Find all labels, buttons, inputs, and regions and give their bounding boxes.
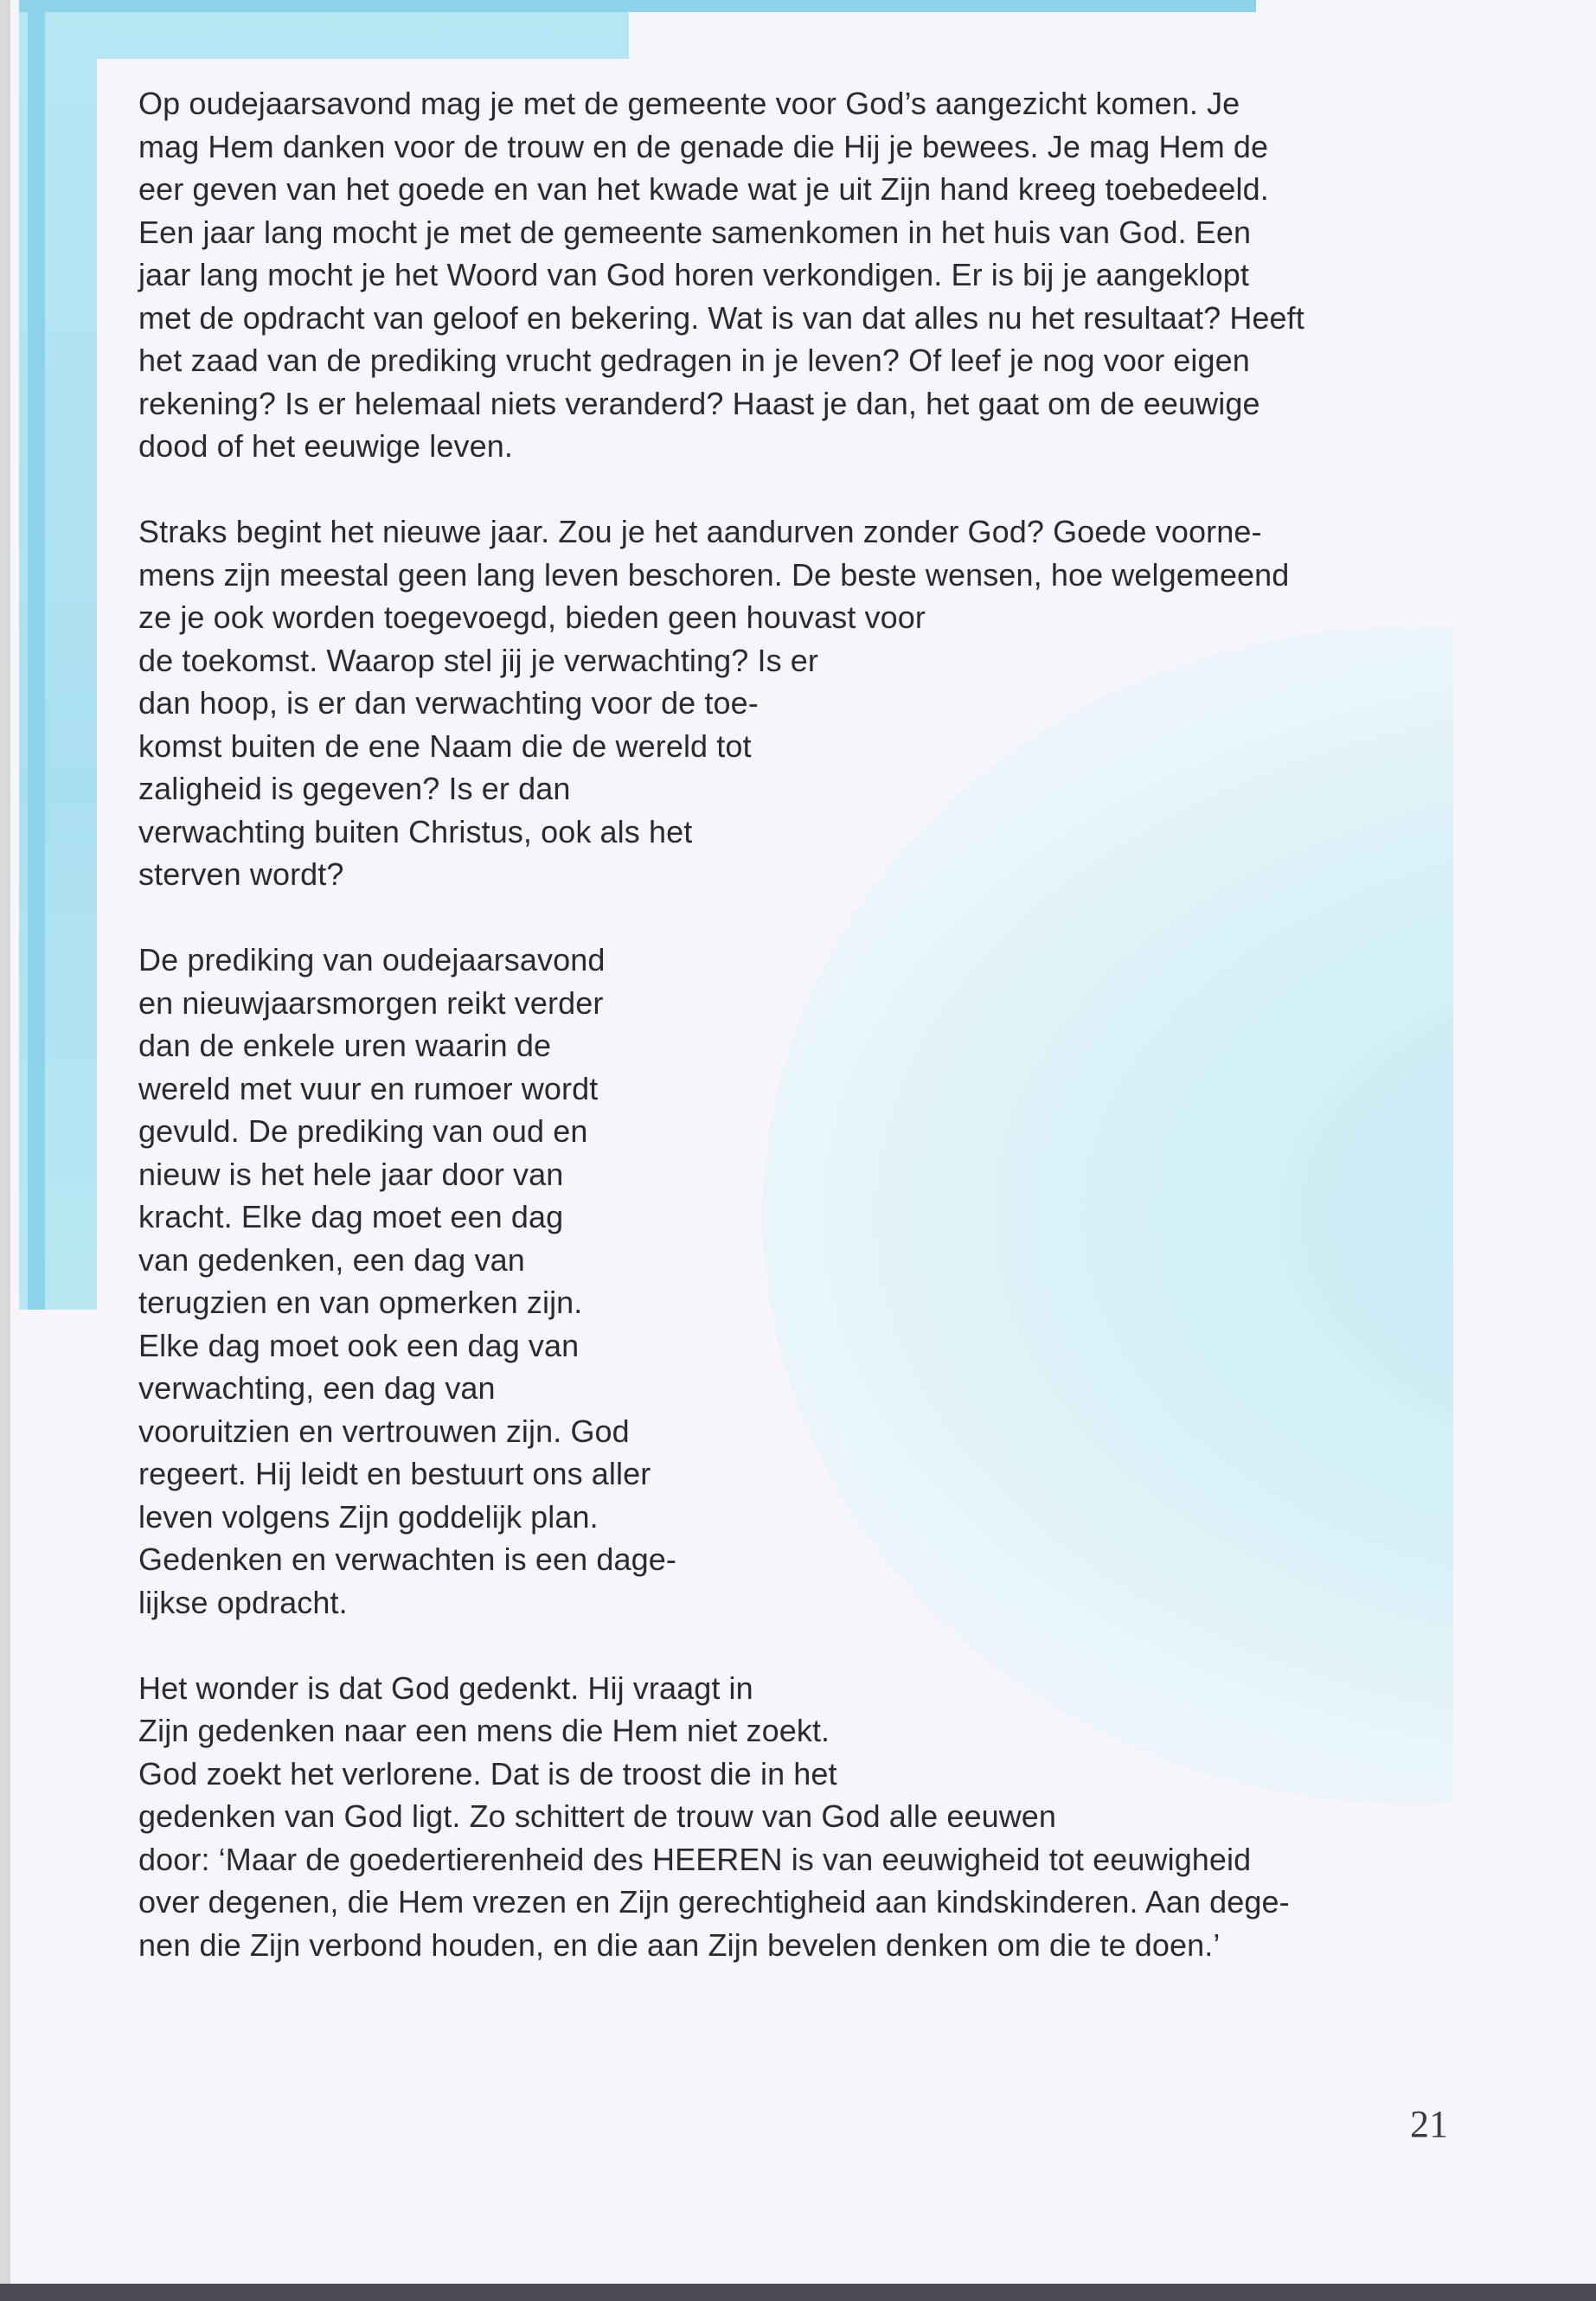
text-line: het zaad van de prediking vrucht gedragen in je leven? Of leef je nog voor eigen bbox=[138, 343, 1250, 378]
text-line: verwachting buiten Christus, ook als het bbox=[138, 813, 693, 849]
text-line: dan de enkele uren waarin de bbox=[138, 1028, 552, 1063]
left-accent-strip bbox=[28, 12, 45, 1310]
text-line: vooruitzien en vertrouwen zijn. God bbox=[138, 1413, 630, 1449]
text-line: van gedenken, een dag van bbox=[138, 1241, 525, 1278]
text-line: de toekomst. Waarop stel jij je verwachting? Is er bbox=[138, 642, 818, 678]
text-line: wereld met vuur en rumoer wordt bbox=[138, 1070, 599, 1106]
text-line: gevuld. De prediking van oud en bbox=[138, 1113, 588, 1149]
text-line: zaligheid is gegeven? Is er dan bbox=[138, 771, 571, 806]
page-number: 21 bbox=[1410, 2103, 1448, 2145]
top-accent-bar bbox=[19, 0, 1256, 12]
text-line: terugzien en van opmerken zijn. bbox=[138, 1285, 583, 1320]
text-line: verwachting, een dag van bbox=[138, 1370, 496, 1406]
paragraph-1 bbox=[138, 82, 1488, 468]
text-line: Zijn gedenken naar een mens die Hem niet zoekt. bbox=[138, 1713, 830, 1748]
text-line: nieuw is het hele jaar door van bbox=[138, 1156, 564, 1192]
text-line: ze je ook worden toegevoegd, bieden geen houvast voor bbox=[138, 599, 926, 635]
text-line: Een jaar lang mocht je met de gemeente samenkomen in het huis van God. Een bbox=[138, 214, 1252, 250]
text-line: door: ‘Maar de goedertierenheid des HEEREN is van eeuwigheid tot eeuwigheid bbox=[138, 1841, 1252, 1877]
text-line: eer geven van het goede en van het kwade wat je uit Zijn hand kreeg toebedeeld. bbox=[138, 171, 1269, 207]
text-line: kracht. Elke dag moet een dag bbox=[138, 1199, 564, 1234]
text-line: God zoekt het verlorene. Dat is de troost die in het bbox=[138, 1755, 837, 1791]
text-line: lijkse opdracht. bbox=[138, 1584, 348, 1620]
paragraph-4 bbox=[138, 1667, 1488, 1967]
text-line: regeert. Hij leidt en bestuurt ons aller bbox=[138, 1456, 651, 1491]
text-line: mens zijn meestal geen lang leven beschoren. De beste wensen, hoe welgemeend bbox=[138, 556, 1290, 593]
text-line: met de opdracht van geloof en bekering. Wat is van dat alles nu het resultaat? Heeft bbox=[138, 299, 1304, 336]
text-line: jaar lang mocht je het Woord van God horen verkondigen. Er is bij je aangeklopt bbox=[138, 257, 1249, 292]
text-line: gedenken van God ligt. Zo schittert de trouw van God alle eeuwen bbox=[138, 1798, 1057, 1834]
text-line: mag Hem danken voor de trouw en de genade die Hij je bewees. Je mag Hem de bbox=[138, 128, 1269, 164]
text-line: Op oudejaarsavond mag je met de gemeente voor God’s aangezicht komen. Je bbox=[138, 86, 1240, 121]
body-text bbox=[138, 82, 1488, 2009]
text-line: komst buiten de ene Naam die de wereld tot bbox=[138, 727, 752, 764]
text-line: nen die Zijn verbond houden, en die aan Zijn bevelen denken om die te doen.’ bbox=[138, 1926, 1221, 1963]
text-line: leven volgens Zijn goddelijk plan. bbox=[138, 1498, 599, 1535]
text-line: Het wonder is dat God gedenkt. Hij vraagt in bbox=[138, 1670, 753, 1706]
paragraph-2 bbox=[138, 510, 1488, 896]
paragraph-3 bbox=[138, 939, 1488, 1624]
text-line: dood of het eeuwige leven. bbox=[138, 428, 513, 464]
bottom-edge bbox=[0, 2284, 1596, 2301]
text-line: rekening? Is er helemaal niets veranderd? Haast je dan, het gaat om de eeuwige bbox=[138, 385, 1260, 421]
page bbox=[10, 0, 1596, 2284]
text-line: sterven wordt? bbox=[138, 856, 344, 892]
text-line: Elke dag moet ook een dag van bbox=[138, 1327, 580, 1363]
text-line: De prediking van oudejaarsavond bbox=[138, 942, 606, 977]
text-line: en nieuwjaarsmorgen reikt verder bbox=[138, 984, 604, 1021]
text-line: Straks begint het nieuwe jaar. Zou je het aandurven zonder God? Goede voorne- bbox=[138, 514, 1262, 549]
text-line: Gedenken en verwachten is een dage- bbox=[138, 1541, 676, 1577]
text-line: over degenen, die Hem vrezen en Zijn gerechtigheid aan kindskinderen. Aan dege- bbox=[138, 1884, 1290, 1920]
text-line: dan hoop, is er dan verwachting voor de toe- bbox=[138, 685, 759, 721]
